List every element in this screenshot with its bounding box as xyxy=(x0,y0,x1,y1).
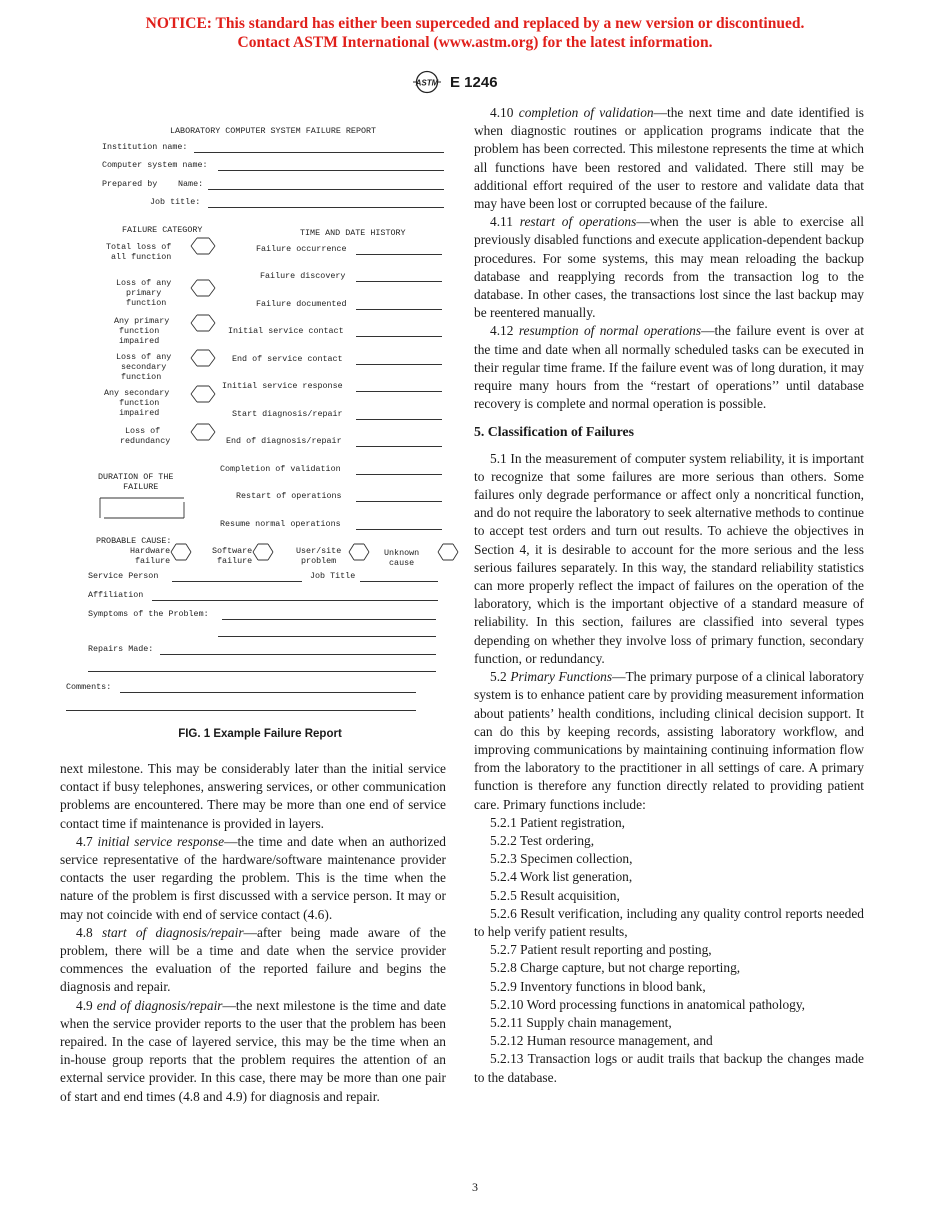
form-milestone-documented: Failure documented xyxy=(256,299,347,309)
paragraph-4-8: 4.8 start of diagnosis/repair—after being made aware of the problem, there will be a time and date when the service provider commences the evaluation of the reported failure and begins the diagnosis and repair. xyxy=(60,924,446,995)
form-milestone-line xyxy=(356,391,442,392)
page-number: 3 xyxy=(472,1180,478,1194)
form-milestone-line xyxy=(356,446,442,447)
form-category-secondary-loss: Loss of any secondary function xyxy=(116,352,172,382)
paragraph-5-2: 5.2 Primary Functions—The primary purpose of a clinical laboratory system is to enhance patient care by providing measurement information about patients’ health conditions, including clinical decision support. It can do this by keeping records, assisting laboratory workflow, and improving communications by maintaining continuing information flow from the laboratory to the practitioner in all settings of care. A primary function is therefore any function directly related to providing patient care. Primary functions include: xyxy=(474,669,864,812)
form-cause-hardware: Hardware failure xyxy=(130,546,171,566)
form-symptoms-line xyxy=(218,636,436,637)
form-service-person-label: Service Person xyxy=(88,571,159,581)
failure-report-form-figure xyxy=(60,118,460,718)
paragraph-4-11: 4.11 restart of operations—when the user is able to exercise all previously disabled functions and execute application-dependent backup procedures. For some systems, this may mean reloading the backup database and reapplying records from the transaction log to the database. In other cases, the transactions lost since the last backup may be reentered manually. xyxy=(474,214,865,321)
form-milestone-line xyxy=(356,529,442,530)
form-milestone-end-contact: End of service contact xyxy=(232,354,343,364)
form-duration-label: DURATION OF THE FAILURE xyxy=(98,472,174,492)
list-item: 5.2.12 Human resource management, and xyxy=(490,1033,713,1049)
paragraph-5-1: 5.1 In the measurement of computer system reliability, it is important to recognize that some failures are more serious than others. Some failures only degrade performance or affect only a noncritical function, and do not require the laboratory to seek alternative methods to continue to accept test orders and turn out results. To achieve the objectives in Section 4, it is desirable to account for the more serious and the less serious failures separately. In this way, the standard reliability statistics can more properly reflect the impact of failures on the operation of the laboratory, which is the important objective of a standard measure of reliability. In this section, failures are classified into several types depending on whether they involve loss of primary function, secondary function, or redundancy. xyxy=(474,450,864,666)
form-milestone-end-diagnosis: End of diagnosis/repair xyxy=(226,436,342,446)
form-repairs-line xyxy=(88,671,436,672)
list-item: 5.2.7 Patient result reporting and posting, xyxy=(490,942,712,958)
form-symptoms-label: Symptoms of the Problem: xyxy=(88,609,209,619)
form-affiliation-line xyxy=(152,600,438,601)
form-repairs-line xyxy=(160,654,436,655)
form-job-title-label: Job Title xyxy=(310,571,356,581)
notice-line-2: Contact ASTM International (www.astm.org) for the latest information. xyxy=(237,34,713,51)
list-item: 5.2.2 Test ordering, xyxy=(490,832,595,848)
form-milestone-restart: Restart of operations xyxy=(236,491,342,501)
document-header xyxy=(410,70,498,94)
form-milestone-line xyxy=(356,336,442,337)
list-item: 5.2.9 Inventory functions in blood bank, xyxy=(490,978,706,994)
form-milestone-start-diagnosis: Start diagnosis/repair xyxy=(232,409,343,419)
form-milestone-line xyxy=(356,419,442,420)
form-milestone-initial-contact: Initial service contact xyxy=(228,326,344,336)
form-milestone-line xyxy=(356,364,442,365)
form-job-line xyxy=(208,207,444,208)
form-comments-line xyxy=(120,692,416,693)
form-system-label: Computer system name: xyxy=(102,160,208,170)
right-column xyxy=(474,104,864,1087)
form-milestone-discovery: Failure discovery xyxy=(260,271,346,281)
form-probable-cause-label: PROBABLE CAUSE: xyxy=(96,536,172,546)
form-service-person-line xyxy=(172,581,302,582)
form-time-heading: TIME AND DATE HISTORY xyxy=(300,228,406,238)
form-milestone-line xyxy=(356,474,442,475)
form-category-secondary-impaired: Any secondary function impaired xyxy=(104,388,170,418)
form-name-line xyxy=(208,189,444,190)
form-milestone-line xyxy=(356,501,442,502)
form-cause-software: Software failure xyxy=(212,546,253,566)
form-repairs-label: Repairs Made: xyxy=(88,644,154,654)
form-name-label: Name: xyxy=(178,179,204,189)
form-cause-user: User/site problem xyxy=(296,546,342,566)
notice-line-1: NOTICE: This standard has either been superceded and replaced by a new version or discontinued. xyxy=(145,15,805,32)
form-category-total-loss: Total loss of all function xyxy=(106,242,172,262)
list-item: 5.2.1 Patient registration, xyxy=(490,814,625,830)
document-code: E 1246 xyxy=(450,73,498,91)
list-item: 5.2.5 Result acquisition, xyxy=(490,887,620,903)
form-symptoms-line xyxy=(222,619,436,620)
form-category-primary-impaired: Any primary function impaired xyxy=(114,316,170,346)
list-item: 5.2.10 Word processing functions in anatomical pathology, xyxy=(490,996,806,1012)
paragraph-4-10: 4.10 completion of validation—the next time and date identified is when diagnostic routines or application programs indicate that the problem has been corrected. This milestone represents the time at which all functions have been restored and validated. There still may be additional effort required of the user to restore and validate data that may have been lost or corrupted because of the failure. xyxy=(474,105,864,212)
astm-logo-icon xyxy=(410,70,444,94)
svg-text:ASTM: ASTM xyxy=(415,78,439,88)
form-affiliation-label: Affiliation xyxy=(88,590,144,600)
form-comments-line xyxy=(66,710,416,711)
left-column xyxy=(60,760,446,1106)
form-category-heading: FAILURE CATEGORY xyxy=(122,225,203,235)
form-category-redundancy-loss: Loss of redundancy xyxy=(120,426,171,446)
form-category-primary-loss: Loss of any primary function xyxy=(116,278,172,308)
paragraph-4-7: 4.7 initial service response—the time and date when an authorized service representative of the hardware/software maintenance provider contacts the user regarding the problem. This is the time when the nature of the problem is first discussed with a service person. It may or may not coincide with end of service contact (4.6). xyxy=(60,833,446,922)
form-milestone-validation: Completion of validation xyxy=(220,464,341,474)
form-comments-label: Comments: xyxy=(66,682,112,692)
paragraph-4-12: 4.12 resumption of normal operations—the failure event is over at the time and date when all normally scheduled tasks can be executed in their regular time frame. If the failure event was of long duration, it may require many hours from the “restart of operations’’ until database recovery is complete and normal operation is possible. xyxy=(474,323,864,412)
form-milestone-line xyxy=(356,254,442,255)
form-milestone-occurrence: Failure occurrence xyxy=(256,244,347,254)
form-institution-line xyxy=(194,152,444,153)
figure-caption: FIG. 1 Example Failure Report xyxy=(178,728,342,740)
form-job-label: Job title: xyxy=(150,197,201,207)
list-item: 5.2.6 Result verification, including any quality control reports needed to help verify patient results, xyxy=(474,905,864,939)
form-milestone-line xyxy=(356,281,442,282)
paragraph-4-6-continued: next milestone. This may be considerably later than the initial service contact if busy telephones, answering services, or other communication problems are encountered. There may be more than one end of service contact time if maintenance is provided in layers. xyxy=(60,761,446,831)
list-item: 5.2.11 Supply chain management, xyxy=(490,1014,672,1030)
list-item: 5.2.3 Specimen collection, xyxy=(490,851,633,867)
form-system-line xyxy=(218,170,444,171)
paragraph-4-9: 4.9 end of diagnosis/repair—the next milestone is the time and date when the service provider reports to the user that the problem has been repaired. In the case of layered service, this may be the time when an in-house group reports that the problem requires the attention of an external service provider. In this case, there may be more than one pair of start and end times (4.8 and 4.9) for diagnosis and repair. xyxy=(60,997,447,1104)
list-item: 5.2.8 Charge capture, but not charge reporting, xyxy=(490,960,741,976)
section-heading: 5. Classification of Failures xyxy=(474,424,634,440)
form-cause-unknown: Unknown cause xyxy=(384,548,420,568)
list-item: 5.2.13 Transaction logs or audit trails that backup the changes made to the database. xyxy=(474,1051,864,1085)
form-prepared-label: Prepared by xyxy=(102,179,158,189)
form-institution-label: Institution name: xyxy=(102,142,188,152)
form-milestone-initial-response: Initial service response xyxy=(222,381,343,391)
list-item: 5.2.4 Work list generation, xyxy=(490,869,633,885)
superseded-notice xyxy=(0,14,950,52)
form-milestone-resume: Resume normal operations xyxy=(220,519,341,529)
form-title: LABORATORY COMPUTER SYSTEM FAILURE REPORT xyxy=(170,126,377,136)
form-milestone-line xyxy=(356,309,442,310)
form-job-title-line xyxy=(360,581,438,582)
